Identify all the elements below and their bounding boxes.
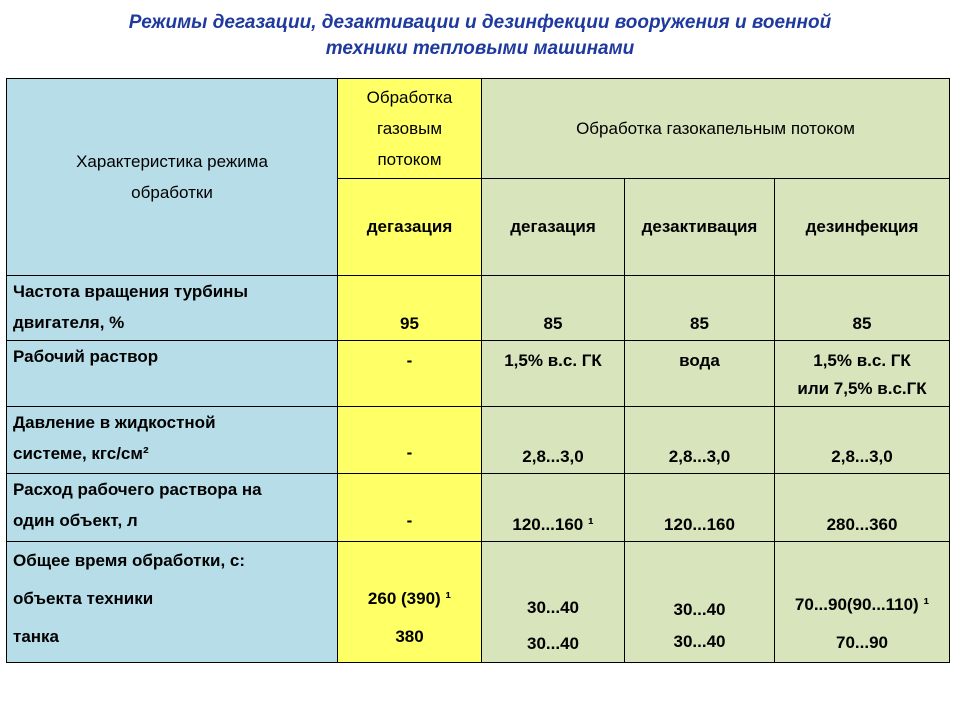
cell-solution-gas: - bbox=[338, 341, 482, 407]
cell-consumption-deactivation: 120...160 bbox=[625, 474, 775, 542]
header-characteristic bbox=[7, 79, 338, 276]
cell-pressure-deactivation: 2,8...3,0 bbox=[625, 407, 775, 474]
row-label-time bbox=[7, 542, 338, 663]
cell-time-drop-degassing-tank: 30...40 bbox=[527, 634, 579, 653]
cell-time-deactivation bbox=[625, 542, 775, 663]
row-label-time-line-1: Общее время обработки, с: bbox=[13, 551, 246, 570]
table-row bbox=[7, 341, 950, 407]
row-label-turbine-line-1: Частота вращения турбины bbox=[13, 282, 248, 301]
subheader-disinfection: дезинфекция bbox=[775, 179, 950, 276]
row-label-consumption-line-1: Расход рабочего раствора на bbox=[13, 480, 262, 499]
header-gas-flow-line-1: Обработка bbox=[366, 88, 453, 107]
cell-time-drop-degassing bbox=[482, 542, 625, 663]
header-characteristic-line-1: Характеристика режима bbox=[76, 152, 268, 171]
cell-time-deactivation-tank: 30...40 bbox=[673, 632, 726, 651]
cell-turbine-disinfection: 85 bbox=[775, 276, 950, 341]
cell-time-deactivation-object: 30...40 bbox=[673, 600, 726, 619]
cell-pressure-disinfection: 2,8...3,0 bbox=[775, 407, 950, 474]
cell-turbine-gas: 95 bbox=[338, 276, 482, 341]
cell-solution-disinfection bbox=[775, 341, 950, 407]
table-row bbox=[7, 407, 950, 474]
cell-solution-drop-degassing: 1,5% в.с. ГК bbox=[482, 341, 625, 407]
header-gas-flow-line-3: потоком bbox=[377, 150, 442, 169]
row-label-consumption bbox=[7, 474, 338, 542]
cell-time-drop-degassing-object: 30...40 bbox=[527, 598, 579, 617]
table-row bbox=[7, 542, 950, 663]
cell-turbine-deactivation: 85 bbox=[625, 276, 775, 341]
subheader-deactivation: дезактивация bbox=[625, 179, 775, 276]
cell-consumption-gas: - bbox=[338, 474, 482, 542]
cell-time-disinfection-tank: 70...90 bbox=[836, 633, 889, 652]
cell-solution-disinfection-line-2: или 7,5% в.с.ГК bbox=[797, 379, 927, 398]
cell-solution-deactivation: вода bbox=[625, 341, 775, 407]
cell-pressure-gas: - bbox=[338, 407, 482, 474]
cell-consumption-drop-degassing: 120...160 ¹ bbox=[482, 474, 625, 542]
row-label-time-line-2: объекта техники bbox=[13, 589, 154, 608]
cell-time-disinfection-object: 70...90(90...110) ¹ bbox=[794, 595, 930, 614]
header-gas-flow bbox=[338, 79, 482, 179]
table-row bbox=[7, 276, 950, 341]
row-label-consumption-line-2: один объект, л bbox=[13, 511, 138, 530]
row-label-turbine-line-2: двигателя, % bbox=[13, 313, 125, 332]
header-gas-drop-flow: Обработка газокапельным потоком bbox=[482, 79, 950, 179]
header-gas-flow-line-2: газовым bbox=[376, 119, 443, 138]
row-label-pressure bbox=[7, 407, 338, 474]
cell-pressure-drop-degassing: 2,8...3,0 bbox=[482, 407, 625, 474]
row-label-time-line-3: танка bbox=[13, 627, 60, 646]
page-title bbox=[0, 10, 960, 62]
cell-time-gas bbox=[338, 542, 482, 663]
header-characteristic-line-2: обработки bbox=[131, 183, 213, 202]
row-label-turbine bbox=[7, 276, 338, 341]
row-label-pressure-line-1: Давление в жидкостной bbox=[13, 413, 216, 432]
cell-consumption-disinfection: 280...360 bbox=[775, 474, 950, 542]
title-line-2: техники тепловыми машинами bbox=[325, 38, 635, 59]
title-line-1: Режимы дегазации, дезактивации и дезинфекции вооружения и военной bbox=[128, 12, 832, 33]
row-label-solution: Рабочий раствор bbox=[7, 341, 338, 407]
cell-time-disinfection bbox=[775, 542, 950, 663]
subheader-gas-degassing: дегазация bbox=[338, 179, 482, 276]
cell-time-gas-object: 260 (390) ¹ bbox=[367, 589, 452, 608]
treatment-modes-table bbox=[6, 78, 950, 663]
cell-turbine-drop-degassing: 85 bbox=[482, 276, 625, 341]
cell-solution-disinfection-line-1: 1,5% в.с. ГК bbox=[813, 351, 911, 370]
subheader-drop-degassing: дегазация bbox=[482, 179, 625, 276]
cell-time-gas-tank: 380 bbox=[395, 627, 424, 646]
table-row bbox=[7, 474, 950, 542]
row-label-pressure-line-2: системе, кгс/см² bbox=[13, 444, 149, 463]
